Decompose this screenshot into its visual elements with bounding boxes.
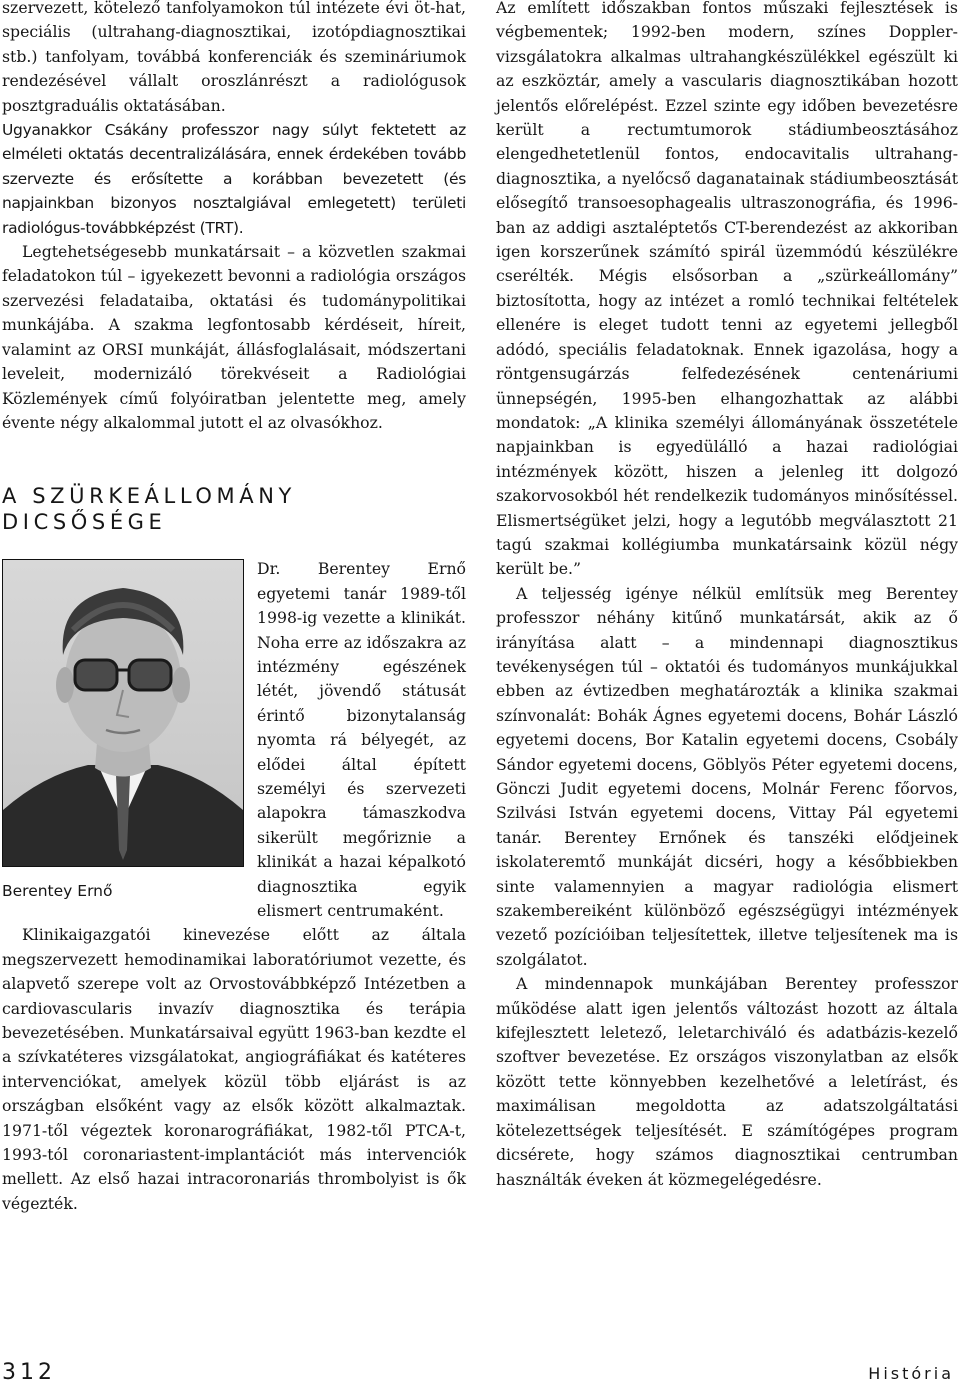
section-heading-line1: A SZÜRKEÁLLOMÁNY [2, 484, 296, 509]
portrait-figure [2, 559, 247, 911]
paragraph-staff: A teljesség igénye nélkül említsük meg Berentey professzor néhány kitűnő munkatársát, akik az ő irányítása alatt – a mindennapi diagnosztikus tevékenységen túl – oktatói és tudományos munkájukkal ebben az évtizedben meghatározták a klinika szakmai színvonalát: Bohák Ágnes egyetemi docens, Bohár László egyetemi docens, Bor Katalin egyetemi docens, Csobály Sándor egyetemi docens, Göblyös Péter egyetemi docens, Gönczi Judit egyetemi docens, Molnár Ferenc főorvos, Szilvási István egyetemi docens, Vittay Pál egyetemi tanár. Berentey Ernőnek és tanszéki elődjeinek iskolateremtő munkáját dicséri, hogy a későbbiekben sinte valamennyien a magyar radiológia elismert szakembereiként különböző egészségügyi intézmények vezető pozícióiban teljesítettek, illetve teljesítenek ma is szolgálatot. [496, 583, 958, 969]
section-heading [2, 483, 466, 535]
paragraph-berentey-intro-text: Dr. Berentey Ernő egyetemi tanár 1989-től 1998-ig vezette a klinikát. Noha erre az időszakra az intézmény egészének létét, jövendő státusát érintő bizonytalanság nyomta rá bélyegét, az elődei által épített személyi és szervezeti alapokra támaszkodva sikerült megőriznie a klinikát a hazai képalkotó diagnosztika egyik elismert centrumaként. [257, 559, 466, 920]
portrait-image [3, 560, 243, 866]
section-heading-line2: DICSŐSÉGE [2, 510, 167, 535]
paragraph-software: A mindennapok munkájában Berentey professzor működése alatt igen jelentős változást hozott az általa kifejlesztett leletező, leletarchiváló és adatbázis-kezelő szoftver bevezetése. Ez országos viszonylatban az elsők között tette könnyebben kezelhetővé a leletírást, és maximálisan megoldotta az adatszolgáltatási kötelezettségek teljesítését. E számítógépes program dicsérete, hogy számos diagnosztikai centrumban használták éveken át közmegelégedésre. [496, 974, 958, 1189]
portrait-photo [2, 559, 244, 867]
portrait-caption: Berentey Ernő [2, 882, 113, 901]
paragraph-technical-developments: Az említett időszakban fontos műszaki fejlesztések is végbementek; 1992-ben modern, színes Doppler-vizsgálatokra alkalmas ultrahangkészülékkel egészült ki az eszköztár, amely a vascularis diagnosztikában hozott jelentős előrelépést. Ezzel szinte egy időben bevezetésre került a rectumtumorok stádiumbeosztásához elengedhetetlenül fontos, endocavitalis ultrahang-diagnosztika, a nyelőcső daganatainak stádiumbeosztását elősegítő transoesophagealis ultraszonográfia, és 1996-ban az addigi asztaléptetős CT-berendezést az akkoriban igen korszerűnek számító spirál üzemmódú készülékre cserélték. Mégis elsősorban a „szürkeállomány” biztosította, hogy az intézet a romló technikai feltételek ellenére is eleget tudott tenni az egyetemi jellegből adódó, speciális feladatoknak. Ennek igazolása, hogy a röntgensugárzás felfedezésének centenáriumi ünnepségén, 1995-ben elhangozhattak az alábbi mondatok: „A klinika személyi állományának összetétele napjainkban is egyedülálló a hazai radiológiai intézmények között, hiszen a jelenleg itt dolgozó szakorvosokból hét rendelkezik tudományos minősítéssel. Elismertségüket jelzi, hogy a legutóbb megválasztott 21 tagú szakmai kollégiumba munkatársaink közül négy került be.” [496, 0, 958, 579]
section-name: História [868, 1364, 954, 1383]
paragraph-berentey-intro [2, 557, 466, 923]
right-column [496, 0, 958, 1192]
paragraph-hemodynamics: Klinikaigazgatói kinevezése előtt az általa megszervezett hemodinamikai laboratóriumot vezette, és alapvető szerepe volt az Orvostovábbképző Intézetben a cardiovascularis invazív diagnosztika és terápia bevezetésében. Munkatársaival együtt 1963-ban kezdte el a szívkatéteres vizsgálatokat, angiográfiákat és katéteres intervenciókat, amelyek közül több eljárást is az országban elsőként vagy az elsők között alkalmaztak. 1971-től végeztek koronarográfiákat, 1982-től PTCA-t, 1993-tól coronariastent-implantációt más intervenciók mellett. Az első hazai intracoronariás thrombolyist is ők végezték. [2, 925, 466, 1213]
left-column [2, 0, 466, 1216]
paragraph-training: szervezett, kötelező tanfolyamokon túl intézete évi öt-hat, speciális (ultrahang-diagnosztikai, izotópdiagnosztikai stb.) tanfolyam, továbbá konferenciák és szemináriumok rendezésével vállalt oroszlánrészt a radiológusok posztgraduális oktatásában. [2, 0, 466, 115]
page-number: 312 [2, 1360, 56, 1385]
paragraph-colleagues: Legtehetségesebb munkatársait – a közvetlen szakmai feladatokon túl – igyekezett bevonni a radiológia országos szervezési feladataiba, oktatási és tudománypolitikai munkájába. A szakma legfontosabb kérdéseit, híreit, valamint az ORSI munkáját, állásfoglalásait, módszertani leveleit, modernizáló törekvéseit a Radiológiai Közlemények című folyóiratban jelentette meg, amely évente négy alkalommal jutott el az olvasókhoz. [2, 242, 466, 432]
paragraph-decentralization: Ugyanakkor Csákány professzor nagy súlyt fektetett az elméleti oktatás decentralizálására, ennek érdekében tovább szervezte és erősítette a korábban bevezetett (és napjainkban bizonyos nosztalgiával emlegetett) területi radiológus-továbbképzést (TRT). [2, 121, 466, 237]
